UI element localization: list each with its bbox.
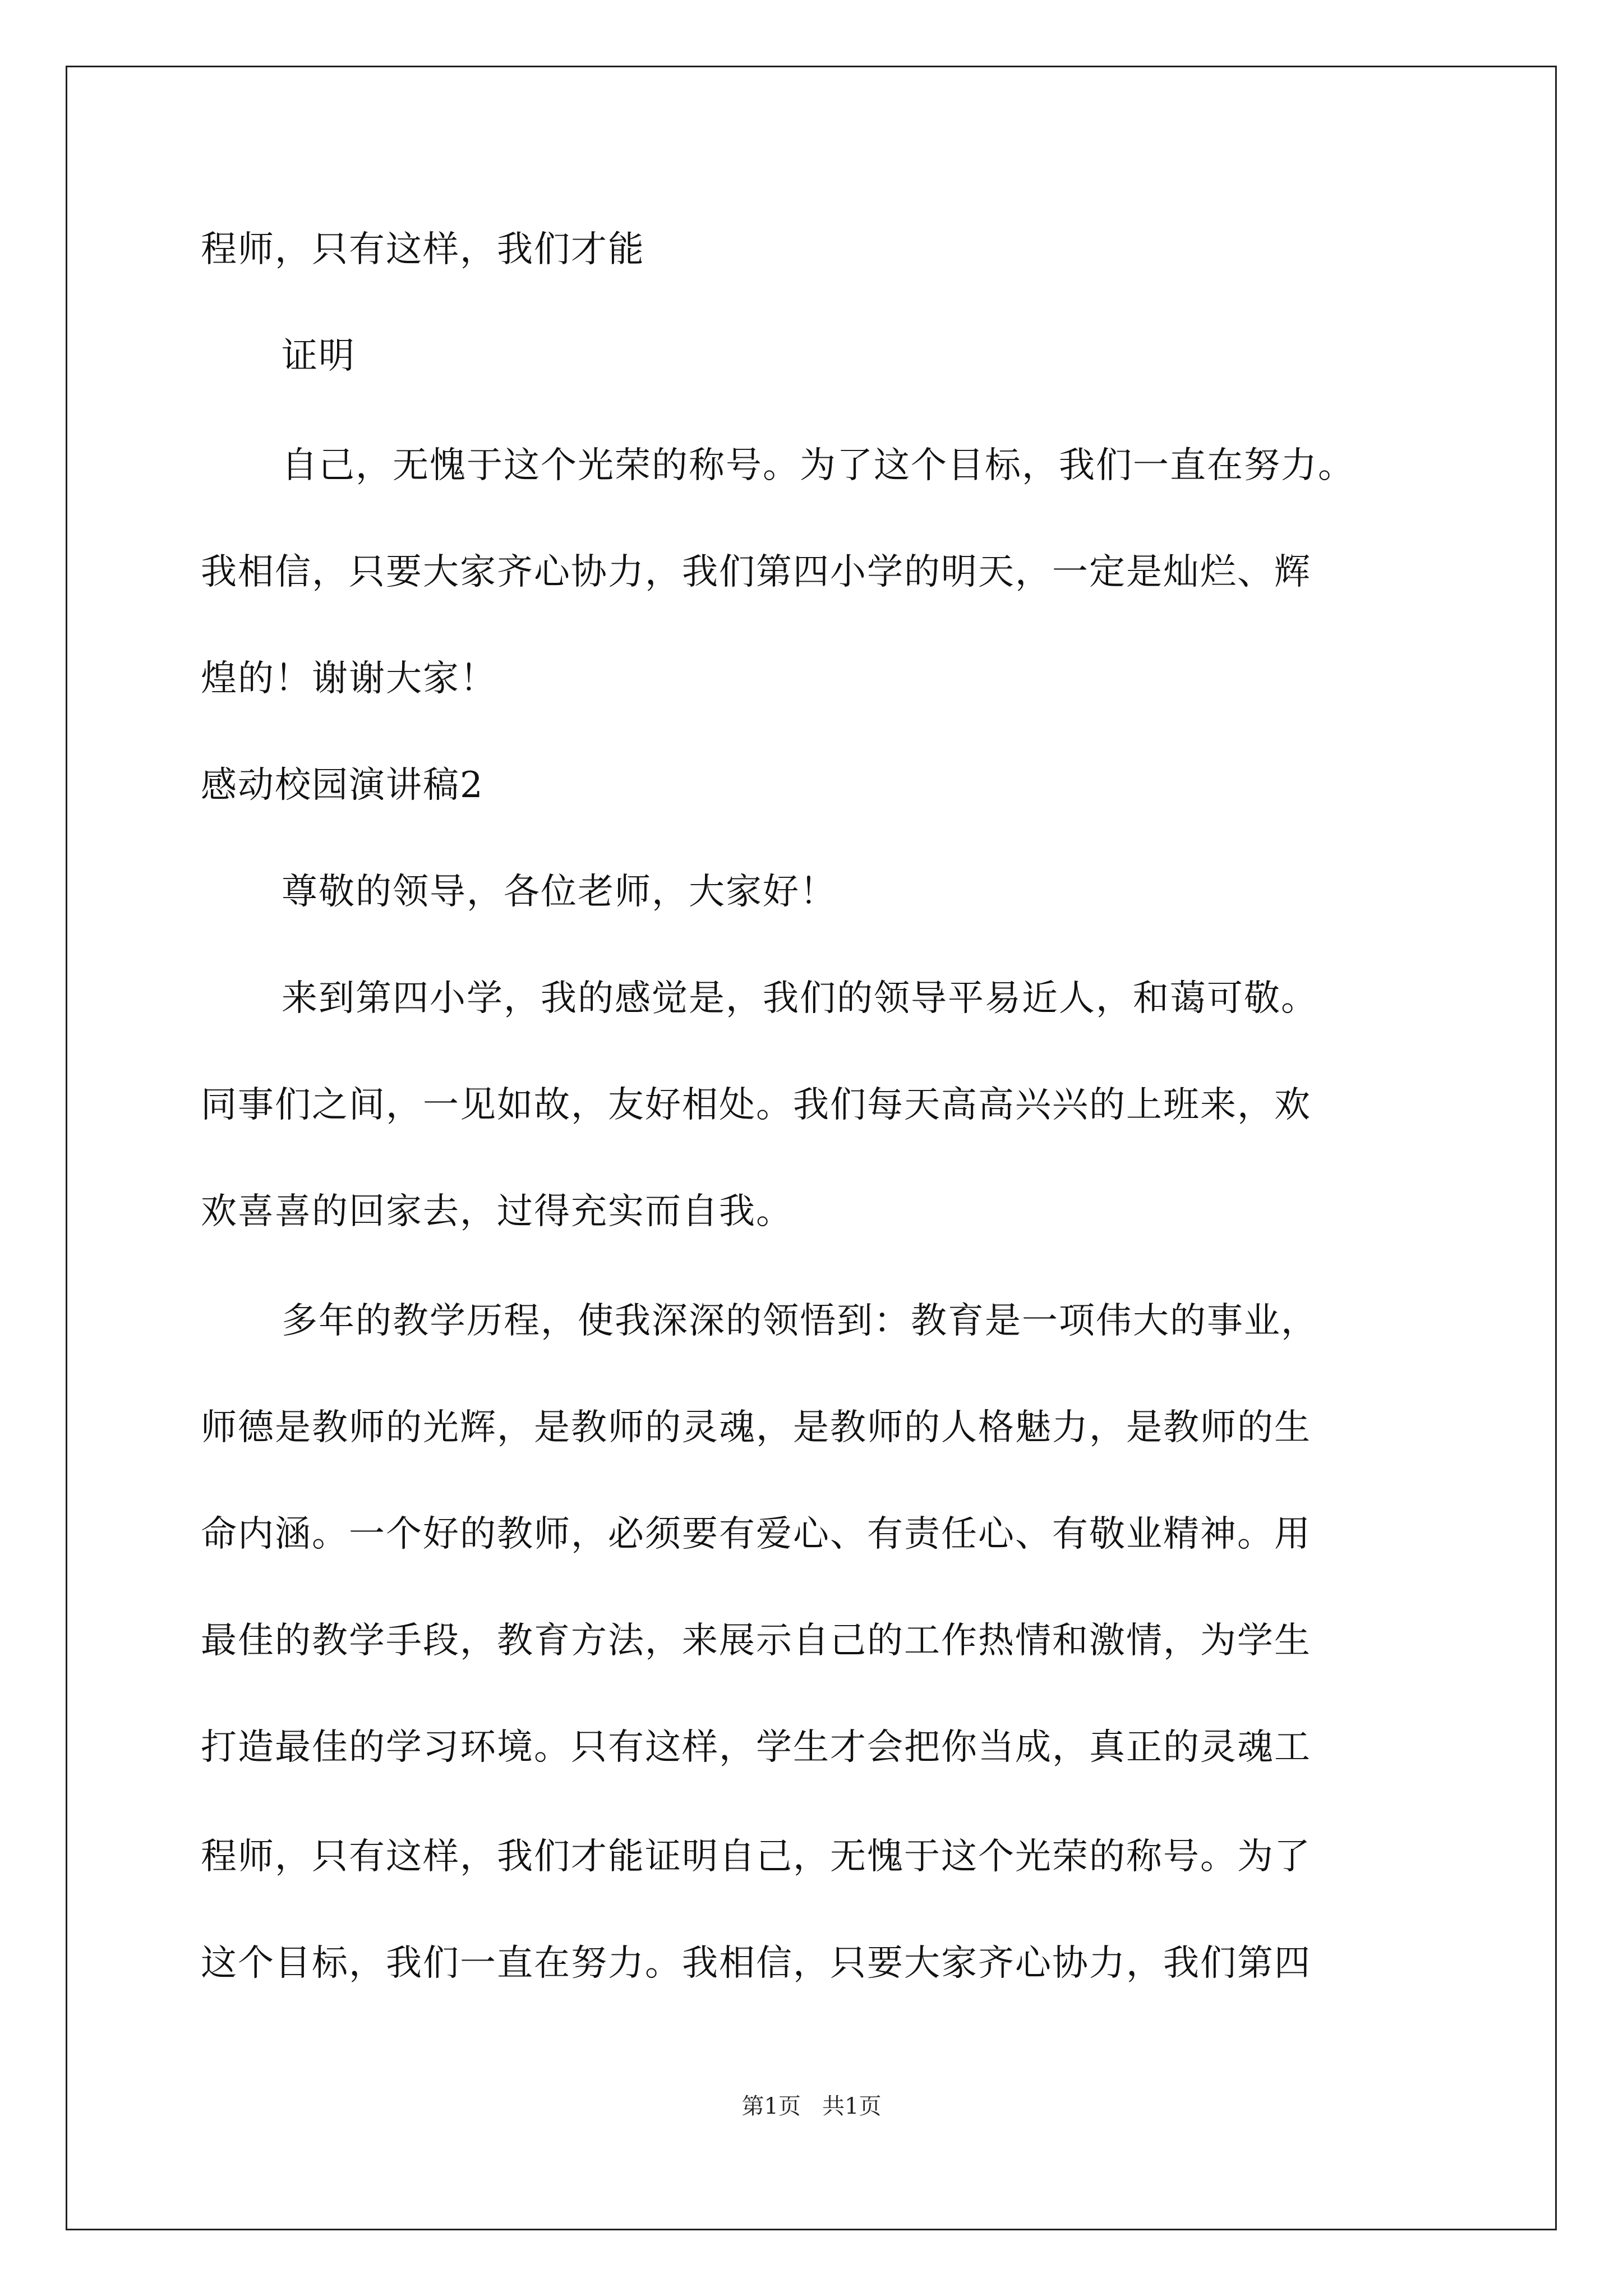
paragraph-line: 煌的！谢谢大家！ xyxy=(201,658,497,700)
paragraph-line: 自己，无愧于这个光荣的称号。为了这个目标，我们一直在努力。 xyxy=(282,445,1355,486)
paragraph-line: 这个目标，我们一直在努力。我相信，只要大家齐心协力，我们第四 xyxy=(201,1943,1311,1984)
section-heading: 感动校园演讲稿2 xyxy=(201,765,484,806)
paragraph-line: 同事们之间，一见如故，友好相处。我们每天高高兴兴的上班来，欢 xyxy=(201,1084,1311,1126)
paragraph-line: 师德是教师的光辉，是教师的灵魂，是教师的人格魅力，是教师的生 xyxy=(201,1407,1311,1448)
page-footer: 第1页 共1页 xyxy=(741,2093,882,2119)
greeting-line: 尊敬的领导，各位老师，大家好！ xyxy=(282,871,837,913)
paragraph-line: 我相信，只要大家齐心协力，我们第四小学的明天，一定是灿烂、辉 xyxy=(201,551,1311,593)
text-line: 程师，只有这样，我们才能 xyxy=(201,229,645,270)
paragraph-line: 多年的教学历程，使我深深的领悟到：教育是一项伟大的事业， xyxy=(282,1300,1318,1342)
paragraph-line: 程师，只有这样，我们才能证明自己，无愧于这个光荣的称号。为了 xyxy=(201,1836,1311,1878)
paragraph-line: 打造最佳的学习环境。只有这样，学生才会把你当成，真正的灵魂工 xyxy=(201,1727,1311,1768)
paragraph-line: 欢喜喜的回家去，过得充实而自我。 xyxy=(201,1191,793,1232)
paragraph-line: 命内涵。一个好的教师，必须要有爱心、有责任心、有敬业精神。用 xyxy=(201,1513,1311,1555)
page-border xyxy=(66,66,1557,2230)
paragraph-line: 来到第四小学，我的感觉是，我们的领导平易近人，和蔼可敬。 xyxy=(282,978,1318,1019)
text-line: 证明 xyxy=(282,335,356,377)
paragraph-line: 最佳的教学手段，教育方法，来展示自己的工作热情和激情，为学生 xyxy=(201,1620,1311,1662)
